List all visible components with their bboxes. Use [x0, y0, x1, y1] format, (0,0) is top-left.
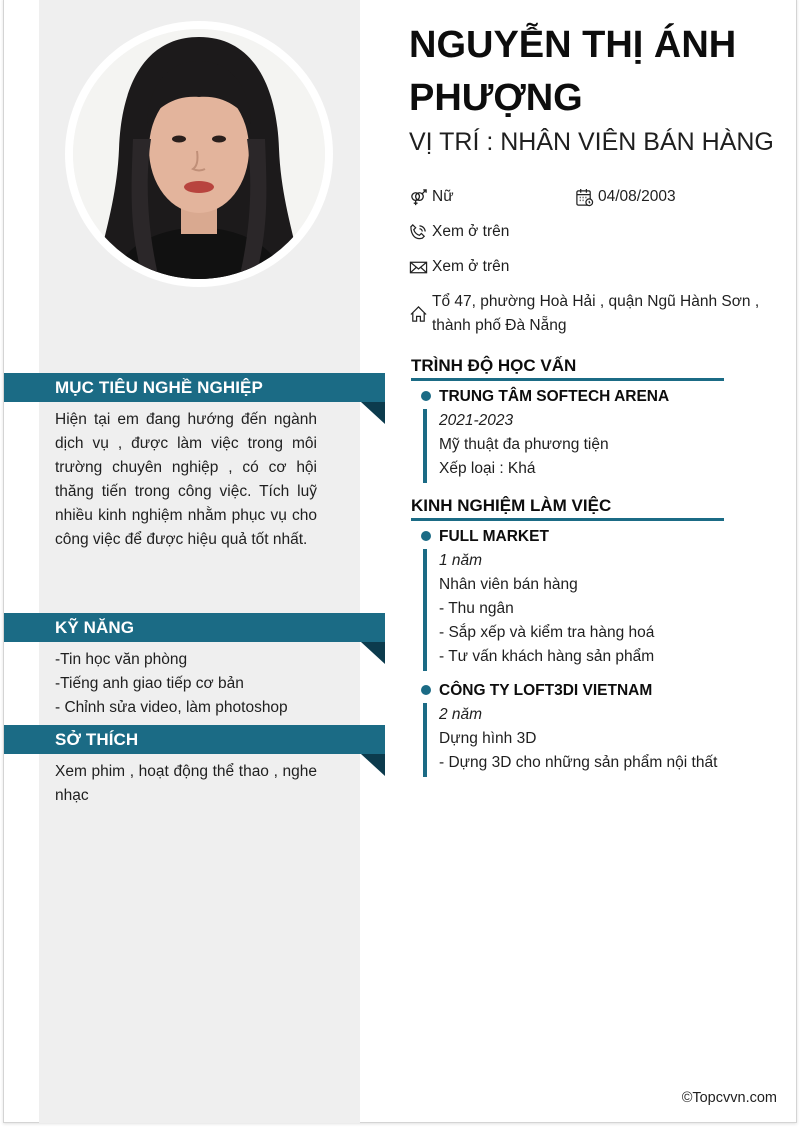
- ribbon-fold-decoration: [361, 754, 385, 776]
- phone-value: Xem ở trên: [432, 223, 510, 240]
- education-org: TRUNG TÂM SOFTECH ARENA: [439, 388, 670, 405]
- timeline-dot-icon: [421, 685, 431, 695]
- gender-row: [408, 185, 454, 209]
- ribbon-fold-decoration: [361, 402, 385, 424]
- copyright-footer: ©Topcvvn.com: [681, 1090, 777, 1106]
- home-icon: [408, 290, 428, 338]
- hobbies-text: Xem phim , hoạt động thể thao , nghe nhạc: [55, 763, 317, 804]
- calendar-icon: [574, 185, 594, 209]
- experience-period: 1 năm: [439, 552, 483, 569]
- education-detail: Mỹ thuật đa phương tiện: [439, 436, 609, 453]
- skills-title: KỸ NĂNG: [55, 618, 135, 637]
- experience-detail: - Dựng 3D cho những sản phẩm nội thất: [439, 754, 718, 771]
- email-row: [408, 255, 509, 279]
- objective-title: MỤC TIÊU NGHỀ NGHIỆP: [55, 378, 263, 397]
- avatar: [73, 29, 325, 279]
- cv-page: [3, 0, 797, 1123]
- gender-icon: [408, 185, 428, 209]
- ribbon-fold-decoration: [361, 642, 385, 664]
- experience-org: FULL MARKET: [439, 528, 549, 545]
- objective-text: Hiện tại em đang hướng đến ngành dịch vụ , được làm việc trong môi trường chuyên nghiệp , có cơ hội thăng tiến trong công việc. Tích luỹ nhiều kinh nghiệm nhằm phục vụ cho công việc để được hiệu quả tốt nhất.: [55, 411, 317, 548]
- address-line-1: Tổ 47, phường Hoà Hải , quận Ngũ Hành Sơn ,: [432, 293, 760, 310]
- experience-entry: [416, 525, 786, 675]
- section-header-hobbies: [4, 725, 385, 754]
- timeline-bar: [423, 703, 427, 777]
- education-detail: Xếp loại : Khá: [439, 460, 536, 477]
- candidate-name: NGUYỄN THỊ ÁNH PHƯỢNG: [409, 24, 737, 119]
- address-row: [408, 290, 759, 338]
- phone-icon: [408, 220, 428, 244]
- skill-item: -Tin học văn phòng: [55, 651, 188, 668]
- section-header-skills: [4, 613, 385, 642]
- phone-row: [408, 220, 509, 244]
- skill-item: -Tiếng anh giao tiếp cơ bản: [55, 675, 244, 692]
- timeline-dot-icon: [421, 531, 431, 541]
- experience-period: 2 năm: [439, 706, 483, 723]
- portrait-photo-icon: [73, 29, 325, 279]
- education-period: 2021-2023: [439, 412, 514, 429]
- experience-detail: Dựng hình 3D: [439, 730, 537, 747]
- address-line-2: thành phố Đà Nẵng: [432, 317, 567, 334]
- birthday-value: 04/08/2003: [598, 188, 676, 205]
- experience-detail: - Thu ngân: [439, 600, 514, 617]
- section-title-education: TRÌNH ĐỘ HỌC VẤN: [411, 354, 724, 381]
- timeline-dot-icon: [421, 391, 431, 401]
- experience-org: CÔNG TY LOFT3DI VIETNAM: [439, 682, 653, 699]
- email-value: Xem ở trên: [432, 258, 510, 275]
- timeline-bar: [423, 549, 427, 671]
- hobbies-title: SỞ THÍCH: [55, 730, 139, 749]
- timeline-bar: [423, 409, 427, 483]
- section-title-experience: KINH NGHIỆM LÀM VIỆC: [411, 494, 724, 521]
- birthday-row: [574, 185, 676, 209]
- experience-detail: - Tư vấn khách hàng sản phẩm: [439, 648, 655, 665]
- gender-value: Nữ: [432, 188, 454, 205]
- experience-detail: - Sắp xếp và kiểm tra hàng hoá: [439, 624, 655, 641]
- skills-list: [55, 648, 317, 720]
- job-position: VỊ TRÍ : NHÂN VIÊN BÁN HÀNG: [409, 128, 774, 156]
- skill-item: - Chỉnh sửa video, làm photoshop: [55, 699, 288, 716]
- experience-detail: Nhân viên bán hàng: [439, 576, 578, 593]
- experience-entry: [416, 679, 786, 779]
- education-entry: [416, 385, 786, 485]
- section-header-objective: [4, 373, 385, 402]
- address-value: [432, 290, 759, 338]
- avatar-frame: [65, 21, 333, 287]
- mail-icon: [408, 255, 428, 279]
